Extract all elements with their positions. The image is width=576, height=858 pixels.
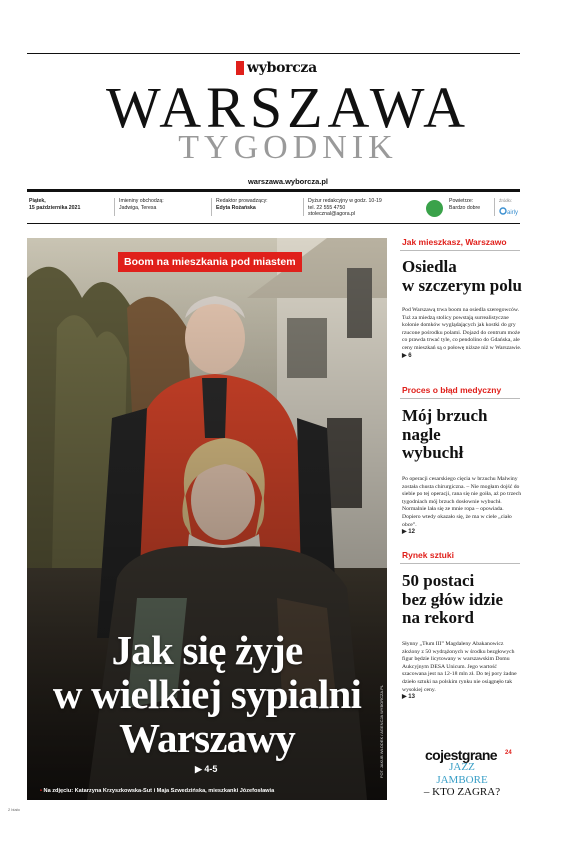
photo-credit: FOT. JAKUB WŁODEK / AGENCJA WYBORCZA.PL	[379, 684, 384, 778]
duty-email[interactable]: stolecznal@agora.pl	[308, 211, 356, 218]
story-headline-line: na rekord	[402, 608, 474, 627]
duty-contact	[308, 198, 382, 218]
air-quality-icon	[426, 200, 443, 217]
story-lead	[402, 476, 522, 537]
divider	[494, 198, 495, 216]
promo-logo-suffix: 24	[505, 750, 512, 756]
story-headline-line: nagle	[402, 424, 441, 444]
issue-date-day: Piątek,	[29, 198, 46, 204]
caption-bullet: •	[40, 788, 42, 794]
masthead-rule	[27, 189, 520, 192]
air-quality	[449, 198, 480, 211]
promo-line: JAZZ	[449, 761, 475, 773]
story-headline-line: wybuchł	[402, 443, 464, 462]
promo-line: JAMBORE	[436, 773, 488, 786]
divider	[400, 563, 520, 564]
story-kicker[interactable]: Jak mieszkasz, Warszawo	[402, 237, 507, 247]
story-page-ref[interactable]: ▶ 12	[402, 529, 415, 536]
divider	[303, 198, 304, 216]
cover-headline-line: w wielkiej sypialni	[52, 671, 362, 717]
promo-line: – KTO ZAGRA?	[423, 786, 501, 798]
story-headline[interactable]	[402, 572, 522, 628]
story-kicker[interactable]: Rynek sztuki	[402, 550, 454, 560]
source-label: Źródło:	[499, 198, 513, 203]
divider	[400, 250, 520, 251]
cover-headline-line: Jak się żyje	[111, 627, 303, 673]
cover-badge[interactable]: Boom na mieszkania pod miastem	[118, 252, 302, 272]
brand-name: wyborcza	[247, 60, 317, 76]
story-page-ref[interactable]: ▶ 13	[402, 694, 415, 701]
story-headline-line: Mój brzuch	[402, 406, 488, 425]
story-headline-line: bez głów idzie	[402, 589, 504, 609]
issue-code: 2 biało	[8, 807, 20, 812]
info-strip-rule	[27, 223, 520, 224]
cover-headline[interactable]	[27, 628, 387, 760]
nameday-names: Jadwiga, Teresa	[119, 204, 157, 211]
cover-caption	[40, 788, 274, 794]
duty-hours: Dyżur redakcyjny w godz. 10-19	[308, 198, 382, 204]
masthead-subtitle: TYGODNIK	[178, 129, 398, 166]
story-lead-text: Po operacji cesarskiego cięcia w brzuchu Malwiny została chusta chirurgiczna. – Nie mogłam dojść do siebie po tej operacji, rana się nie goiła, aż po trzech tygodniach mój brzuch dosłownie wybuchł. Normalnie lała się ze mnie ropa – opowiada. Dopiero wtedy okazało się, że ma w ciele „ciało obce”.	[402, 476, 522, 528]
wyborcza-logo[interactable]	[236, 60, 317, 76]
air-quality-label: Powietrze:	[449, 198, 474, 204]
nameday-label: Imieniny obchodzą:	[119, 198, 164, 204]
cover-photo[interactable]	[27, 238, 387, 800]
story-kicker[interactable]: Proces o błąd medyczny	[402, 385, 502, 395]
top-rule	[27, 53, 520, 54]
divider	[211, 198, 212, 216]
promo-teaser[interactable]	[402, 761, 522, 799]
story-headline-line: 50 postaci	[402, 571, 475, 590]
caption-text: Na zdjęciu: Katarzyna Krzyszkowska-Sut i Maja Szwedzińska, mieszkanki Józefosławia	[43, 788, 275, 794]
story-lead-text: Pod Warszawą trwa boom na osiedla szeregowców. Tuż za miedzą stolicy powstają surrealistyczne kolonie domków wyglądających jak kostki do gry rzucone pośrodku polami. Dojazd do centrum może co prawda trwać tyle, co pendolino do Gdańska, ale ceny mieszkań są o połowę niższe niż w Warszawie.	[402, 307, 522, 351]
story-headline[interactable]	[402, 407, 522, 463]
air-quality-value: Bardzo dobre	[449, 204, 481, 211]
wyborcza-logo-mark-icon	[236, 61, 244, 75]
story-headline-line: Osiedla	[402, 257, 457, 276]
masthead-title: WARSZAWA	[105, 75, 470, 140]
story-headline[interactable]	[402, 258, 522, 295]
divider	[400, 398, 520, 399]
divider	[114, 198, 115, 216]
editor-name: Edyta Rożańska	[216, 204, 256, 211]
story-headline-line: w szczerym polu	[402, 275, 522, 295]
source	[499, 198, 512, 205]
story-lead-text: Słynny „Tłum III” Magdaleny Abakanowicz złożony z 50 wydrążonych w środku bezgłowych figur będzie licytowany w warszawskim Domu Aukcyjnym DESA Unicum. Jego wartość szacowana jest na 12-18 mln zł. Do tej pory żadne dzieło sztuki na polskim rynku nie osiągnęło tak wysokiej ceny.	[402, 641, 517, 693]
cover-page-ref[interactable]: ▶ 4-5	[195, 764, 218, 774]
issue-date-full: 15 października 2021	[29, 204, 81, 211]
source-name: airly	[507, 210, 519, 216]
duty-phone[interactable]: tel. 22 555 4750	[308, 204, 346, 211]
story-page-ref[interactable]: ▶ 6	[402, 352, 412, 359]
nameday	[119, 198, 164, 211]
airly-logo-icon	[499, 205, 519, 217]
story-lead	[402, 307, 522, 360]
promo-logo-text: cojestgrane	[425, 747, 497, 763]
editor-label: Redaktor prowadzący:	[216, 198, 268, 204]
issue-date	[29, 198, 80, 211]
story-lead	[402, 641, 522, 702]
editor	[216, 198, 268, 211]
site-url[interactable]: warszawa.wyborcza.pl	[247, 177, 329, 186]
cover-headline-line: Warszawy	[119, 715, 295, 761]
